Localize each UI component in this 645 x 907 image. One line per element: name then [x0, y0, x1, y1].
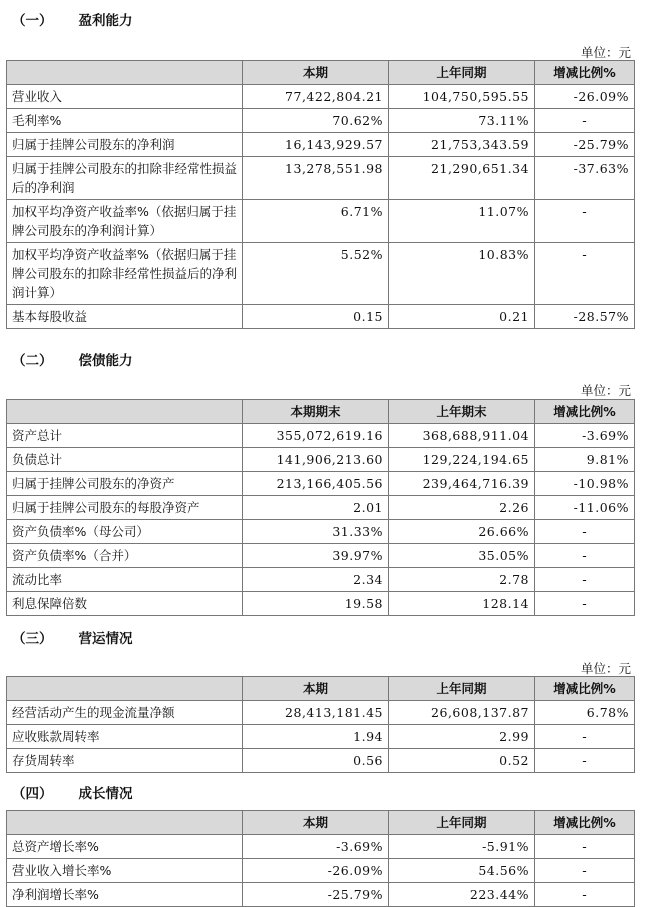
table-row: [7, 243, 635, 305]
table-cell: 21,290,651.34: [389, 157, 535, 200]
row-label: 营业收入: [7, 85, 243, 109]
table-cell: -: [535, 109, 635, 133]
table-cell: -26.09%: [243, 859, 389, 883]
section-number: （一）: [12, 13, 53, 29]
table-cell: 129,224,194.65: [389, 448, 535, 472]
table-cell: 9.81%: [535, 448, 635, 472]
table-cell: -11.06%: [535, 496, 635, 520]
column-header: 增减比例%: [535, 61, 635, 85]
section-title-growth: [12, 782, 133, 802]
table-cell: -: [535, 749, 635, 773]
column-header: [7, 677, 243, 701]
table-cell: 11.07%: [389, 200, 535, 243]
table-cell: 6.78%: [535, 701, 635, 725]
table-cell: -: [535, 520, 635, 544]
table-cell: 2.34: [243, 568, 389, 592]
table-cell: 223.44%: [389, 883, 535, 907]
column-header: [7, 400, 243, 424]
table-cell: 0.52: [389, 749, 535, 773]
column-header: [7, 61, 243, 85]
operations-table: [6, 676, 635, 773]
table-row: [7, 109, 635, 133]
table-cell: 355,072,619.16: [243, 424, 389, 448]
table-row: [7, 883, 635, 907]
section-heading: 成长情况: [78, 786, 133, 802]
table-cell: -26.09%: [535, 85, 635, 109]
section-heading: 偿债能力: [78, 353, 133, 369]
table-header-row: [7, 400, 635, 424]
column-header: 本期期末: [243, 400, 389, 424]
table-row: [7, 133, 635, 157]
table-row: [7, 448, 635, 472]
row-label: 资产负债率%（合并）: [7, 544, 243, 568]
table-cell: 2.26: [389, 496, 535, 520]
table-row: [7, 859, 635, 883]
column-header: 上年期末: [389, 400, 535, 424]
table-cell: 2.78: [389, 568, 535, 592]
table-cell: 239,464,716.39: [389, 472, 535, 496]
profitability-table: [6, 60, 635, 329]
row-label: 资产负债率%（母公司）: [7, 520, 243, 544]
table-row: [7, 749, 635, 773]
table-cell: -10.98%: [535, 472, 635, 496]
table-cell: 77,422,804.21: [243, 85, 389, 109]
table-cell: -: [535, 883, 635, 907]
row-label: 加权平均净资产收益率%（依据归属于挂牌公司股东的扣除非经常性损益后的净利润计算）: [7, 243, 243, 305]
row-label: 资产总计: [7, 424, 243, 448]
section-heading: 盈利能力: [78, 13, 133, 29]
row-label: 归属于挂牌公司股东的扣除非经常性损益后的净利润: [7, 157, 243, 200]
table-cell: -: [535, 859, 635, 883]
table-row: [7, 544, 635, 568]
table-cell: -: [535, 243, 635, 305]
table-cell: 28,413,181.45: [243, 701, 389, 725]
column-header: 上年同期: [389, 811, 535, 835]
table-cell: -5.91%: [389, 835, 535, 859]
table-cell: 39.97%: [243, 544, 389, 568]
table-row: [7, 496, 635, 520]
column-header: 增减比例%: [535, 677, 635, 701]
section-heading: 营运情况: [78, 631, 133, 647]
row-label: 归属于挂牌公司股东的每股净资产: [7, 496, 243, 520]
section-title-solvency: [12, 349, 133, 369]
row-label: 营业收入增长率%: [7, 859, 243, 883]
table-cell: 35.05%: [389, 544, 535, 568]
table-cell: 21,753,343.59: [389, 133, 535, 157]
table-cell: -25.79%: [535, 133, 635, 157]
table-header-row: [7, 677, 635, 701]
table-row: [7, 520, 635, 544]
table-cell: 16,143,929.57: [243, 133, 389, 157]
row-label: 负债总计: [7, 448, 243, 472]
column-header: [7, 811, 243, 835]
table-cell: 0.15: [243, 305, 389, 329]
table-row: [7, 592, 635, 616]
table-row: [7, 568, 635, 592]
table-cell: 31.33%: [243, 520, 389, 544]
table-row: [7, 472, 635, 496]
unit-label: 单位：元: [580, 383, 631, 398]
row-label: 总资产增长率%: [7, 835, 243, 859]
row-label: 应收账款周转率: [7, 725, 243, 749]
column-header: 本期: [243, 811, 389, 835]
row-label: 经营活动产生的现金流量净额: [7, 701, 243, 725]
column-header: 本期: [243, 677, 389, 701]
table-cell: 368,688,911.04: [389, 424, 535, 448]
table-cell: -3.69%: [243, 835, 389, 859]
table-cell: -: [535, 200, 635, 243]
solvency-table: [6, 399, 635, 616]
table-cell: 13,278,551.98: [243, 157, 389, 200]
table-row: [7, 305, 635, 329]
table-cell: -25.79%: [243, 883, 389, 907]
table-cell: 1.94: [243, 725, 389, 749]
table-cell: -28.57%: [535, 305, 635, 329]
row-label: 净利润增长率%: [7, 883, 243, 907]
table-row: [7, 85, 635, 109]
column-header: 增减比例%: [535, 400, 635, 424]
row-label: 基本每股收益: [7, 305, 243, 329]
row-label: 加权平均净资产收益率%（依据归属于挂牌公司股东的净利润计算）: [7, 200, 243, 243]
table-cell: 141,906,213.60: [243, 448, 389, 472]
table-cell: -: [535, 568, 635, 592]
table-cell: 6.71%: [243, 200, 389, 243]
table-row: [7, 725, 635, 749]
table-cell: 2.01: [243, 496, 389, 520]
table-cell: -3.69%: [535, 424, 635, 448]
column-header: 上年同期: [389, 677, 535, 701]
table-header-row: [7, 61, 635, 85]
row-label: 利息保障倍数: [7, 592, 243, 616]
table-cell: -: [535, 592, 635, 616]
table-cell: 0.56: [243, 749, 389, 773]
row-label: 存货周转率: [7, 749, 243, 773]
growth-table: [6, 810, 635, 907]
table-cell: 0.21: [389, 305, 535, 329]
table-cell: 5.52%: [243, 243, 389, 305]
unit-label: 单位：元: [580, 45, 631, 60]
table-cell: 54.56%: [389, 859, 535, 883]
section-number: （二）: [12, 353, 53, 369]
table-cell: 128.14: [389, 592, 535, 616]
table-row: [7, 701, 635, 725]
column-header: 上年同期: [389, 61, 535, 85]
table-cell: 2.99: [389, 725, 535, 749]
table-row: [7, 200, 635, 243]
column-header: 本期: [243, 61, 389, 85]
table-cell: 104,750,595.55: [389, 85, 535, 109]
section-number: （三）: [12, 631, 53, 647]
table-cell: 73.11%: [389, 109, 535, 133]
table-cell: -: [535, 544, 635, 568]
table-cell: 26,608,137.87: [389, 701, 535, 725]
unit-label: 单位：元: [580, 661, 631, 676]
table-cell: -: [535, 835, 635, 859]
table-header-row: [7, 811, 635, 835]
section-title-operations: [12, 627, 133, 647]
table-cell: 213,166,405.56: [243, 472, 389, 496]
table-cell: 10.83%: [389, 243, 535, 305]
table-row: [7, 157, 635, 200]
table-cell: -37.63%: [535, 157, 635, 200]
table-cell: 70.62%: [243, 109, 389, 133]
row-label: 归属于挂牌公司股东的净利润: [7, 133, 243, 157]
table-cell: -: [535, 725, 635, 749]
section-number: （四）: [12, 786, 53, 802]
table-row: [7, 835, 635, 859]
table-cell: 19.58: [243, 592, 389, 616]
column-header: 增减比例%: [535, 811, 635, 835]
table-row: [7, 424, 635, 448]
row-label: 毛利率%: [7, 109, 243, 133]
row-label: 归属于挂牌公司股东的净资产: [7, 472, 243, 496]
row-label: 流动比率: [7, 568, 243, 592]
table-cell: 26.66%: [389, 520, 535, 544]
section-title-profitability: [12, 9, 133, 29]
